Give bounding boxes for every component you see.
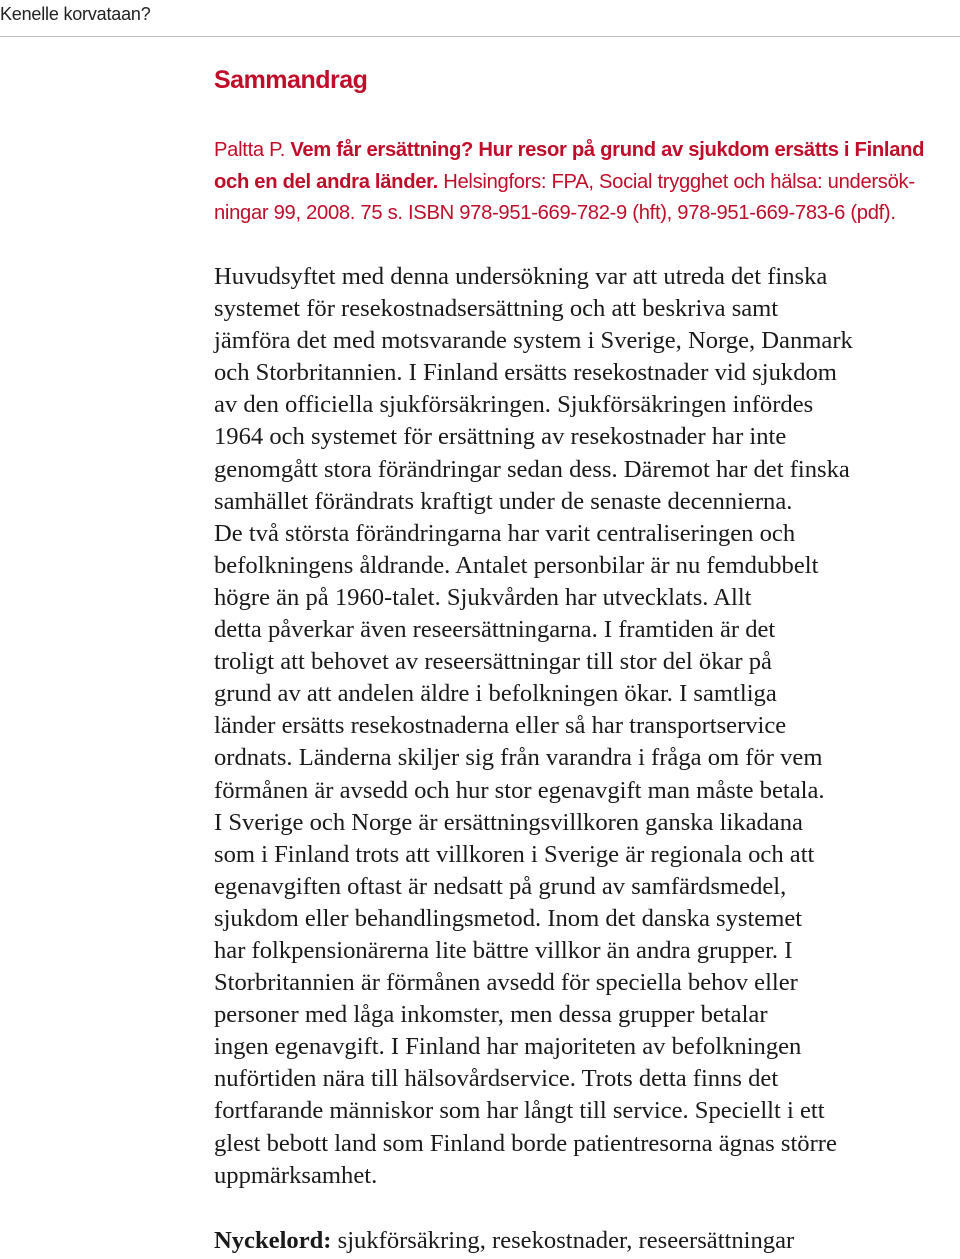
abstract-line: grund av att andelen äldre i befolkningen ökar. I samtliga [214,680,777,708]
citation-title: Vem får ersättning? Hur resor på grund av sjukdom ersätts i Finland och en del andra länder. [214,139,925,193]
abstract-line: systemet för resekostnadsersättning och att beskriva samt [214,295,779,323]
citation-author: Paltta P. [214,139,291,161]
abstract-line: uppmärksamhet. [214,1161,378,1189]
abstract-line: högre än på 1960-talet. Sjukvården har utvecklats. Allt [214,583,752,611]
keywords-label: Nyckelord: [214,1227,332,1254]
abstract-line: 1964 och systemet för ersättning av resekostnader har inte [214,423,787,451]
abstract-line: ordnats. Länderna skiljer sig från varandra i fråga om för vem [214,744,823,772]
abstract-line: I Sverige och Norge är ersättningsvillkoren ganska likadana [214,808,803,836]
abstract-line: sjukdom eller behandlingsmetod. Inom det danska systemet [214,904,803,932]
citation-publication: Helsingfors: FPA, Social trygghet och hälsa: undersök-ningar 99, 2008. 75 s. ISBN 978-951-669-782-9 (hft), 978-951-669-783-6 (pdf). [214,170,915,225]
abstract-line: av den officiella sjukförsäkringen. Sjukförsäkringen infördes [214,391,814,419]
abstract-line: detta påverkar även reseersättningarna. I framtiden är det [214,616,776,644]
abstract-line: Storbritannien är förmånen avsedd för speciella behov eller [214,969,798,997]
abstract-line: personer med låga inkomster, men dessa grupper betalar [214,1001,768,1029]
abstract-line: nuförtiden nära till hälsovårdservice. Trots detta finns det [214,1065,779,1093]
abstract-line: egenavgiften oftast är nedsatt på grund av samfärdsmedel, [214,872,787,900]
abstract-text [214,261,954,1192]
abstract-line: länder ersätts resekostnaderna eller så har transportservice [214,712,787,740]
keywords [214,1225,794,1257]
citation [214,135,942,230]
abstract-line: Huvudsyftet med denna undersökning var att utreda det finska [214,263,828,290]
keywords-value: sjukförsäkring, resekostnader, reseersättningar [331,1227,795,1254]
abstract-line: förmånen är avsedd och hur stor egenavgift man måste betala. [214,776,825,804]
abstract-line: De två största förändringarna har varit centraliseringen och [214,519,796,547]
abstract-line: samhället förändrats kraftigt under de senaste decennierna. [214,487,793,515]
abstract-line: befolkningens åldrande. Antalet personbilar är nu femdubbelt [214,551,819,579]
abstract-line: glest bebott land som Finland borde patientresorna ägnas större [214,1129,837,1157]
abstract-line: har folkpensionärerna lite bättre villkor än andra grupper. I [214,936,793,964]
abstract-line: jämföra det med motsvarande system i Sverige, Norge, Danmark [214,327,853,355]
abstract-line: ingen egenavgift. I Finland har majoriteten av befolkningen [214,1033,802,1061]
running-header: Kenelle korvataan? [0,4,151,24]
abstract-line: troligt att behovet av reseersättningar till stor del ökar på [214,648,772,676]
abstract-line: som i Finland trots att villkoren i Sverige är regionala och att [214,840,815,868]
abstract-line: och Storbritannien. I Finland ersätts resekostnader vid sjukdom [214,359,837,387]
page-heading: Sammandrag [214,66,368,94]
header-divider [0,36,960,37]
abstract-line: fortfarande människor som har långt till service. Speciellt i ett [214,1097,825,1125]
abstract-line: genomgått stora förändringar sedan dess. Däremot har det finska [214,455,850,483]
